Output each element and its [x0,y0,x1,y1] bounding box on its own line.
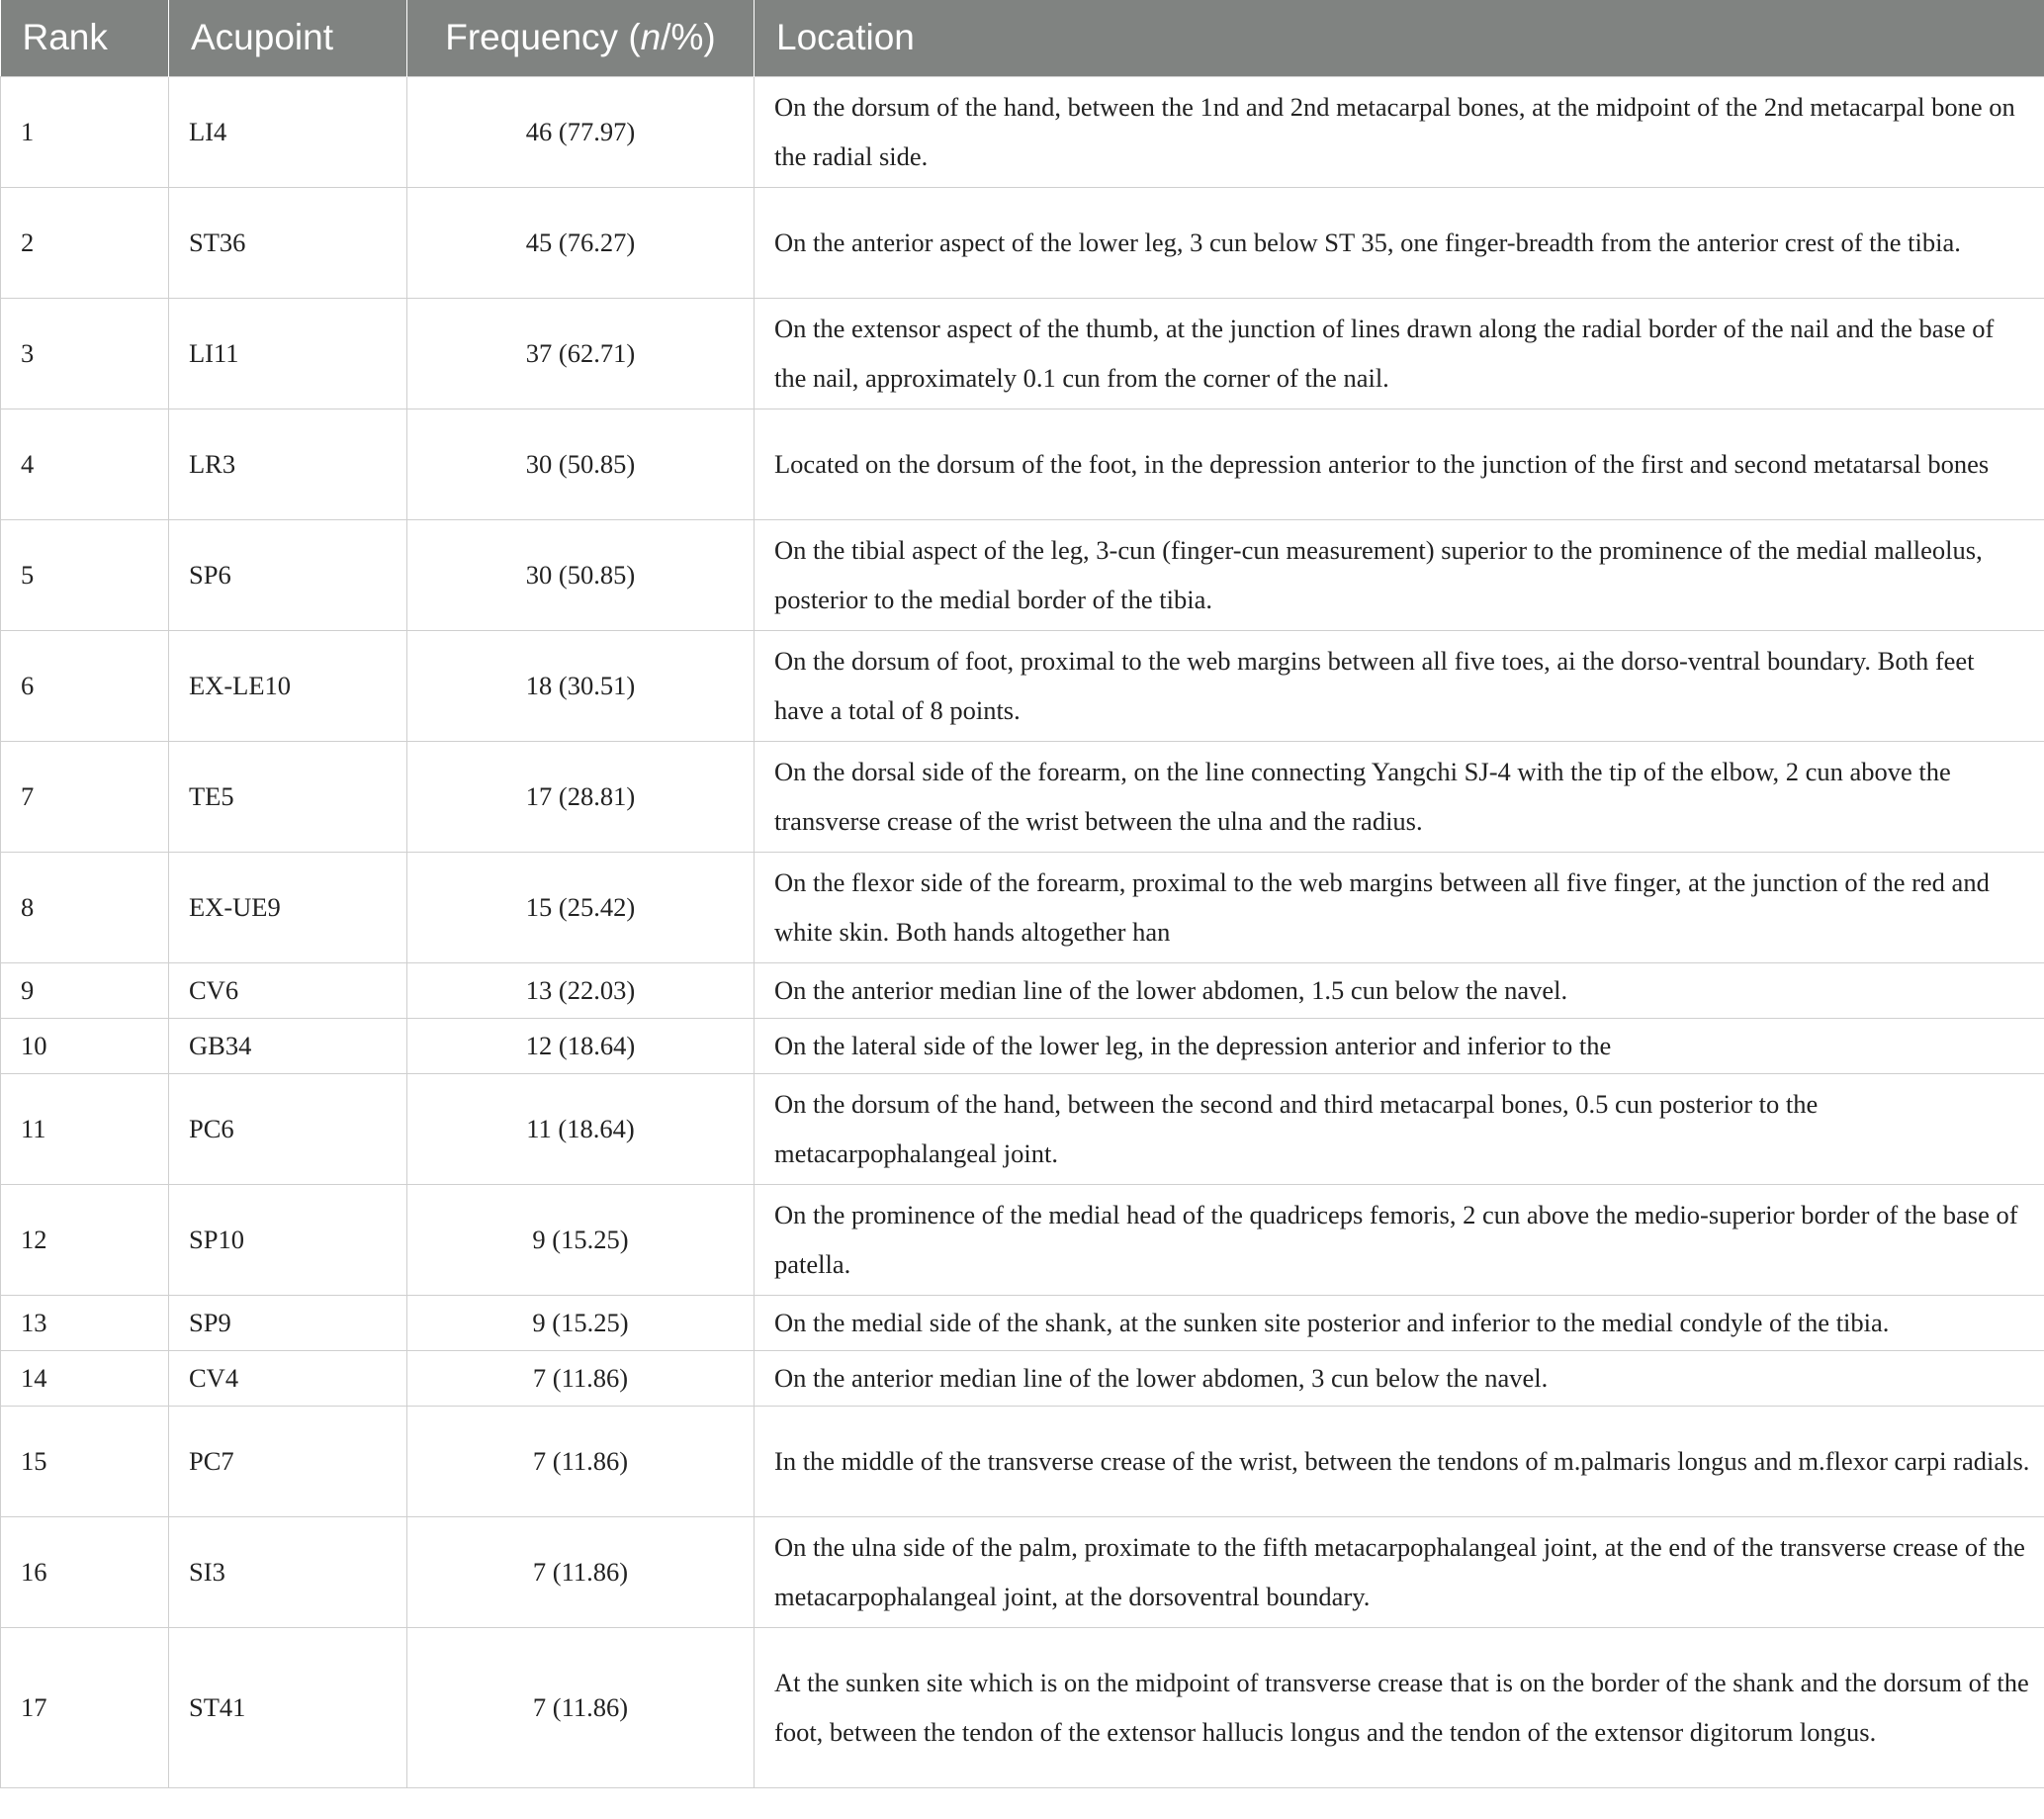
location-cell: On the prominence of the medial head of the quadriceps femoris, 2 cun above the medio-superior border of the base of patella. [755,1184,2044,1295]
location-cell: On the anterior median line of the lower abdomen, 3 cun below the navel. [755,1350,2044,1406]
acupoint-cell: ST36 [169,187,407,298]
location-cell: On the ulna side of the palm, proximate to the fifth metacarpophalangeal joint, at the end of the transverse crease of the metacarpophalangeal joint, at the dorsoventral boundary. [755,1516,2044,1627]
header-frequency-prefix: Frequency ( [445,17,641,58]
acupoint-cell: GB34 [169,1018,407,1073]
rank-cell: 10 [1,1018,169,1073]
rank-cell: 14 [1,1350,169,1406]
rank-cell: 12 [1,1184,169,1295]
acupoint-cell: LI4 [169,76,407,187]
acupoint-cell: PC7 [169,1406,407,1516]
location-cell: On the anterior median line of the lower abdomen, 1.5 cun below the navel. [755,962,2044,1018]
location-cell: On the dorsum of foot, proximal to the web margins between all five toes, ai the dorso-ventral boundary. Both feet have a total of 8 points. [755,630,2044,741]
table-row [1,962,2044,1018]
frequency-cell: 7 (11.86) [407,1406,755,1516]
frequency-cell: 17 (28.81) [407,741,755,852]
acupoint-cell: SP10 [169,1184,407,1295]
table-row [1,741,2044,852]
location-cell: On the tibial aspect of the leg, 3-cun (finger-cun measurement) superior to the prominence of the medial malleolus, posterior to the medial border of the tibia. [755,519,2044,630]
table-row [1,298,2044,409]
frequency-cell: 7 (11.86) [407,1627,755,1787]
table-row [1,630,2044,741]
table-row [1,76,2044,187]
header-row [1,0,2044,76]
frequency-cell: 7 (11.86) [407,1516,755,1627]
table-row [1,1184,2044,1295]
acupoint-cell: PC6 [169,1073,407,1184]
acupoint-cell: TE5 [169,741,407,852]
location-cell: On the flexor side of the forearm, proximal to the web margins between all five finger, at the junction of the red and white skin. Both hands altogether han [755,852,2044,962]
header-frequency-suffix: /%) [661,17,716,58]
frequency-cell: 9 (15.25) [407,1295,755,1350]
table-row [1,187,2044,298]
acupoint-cell: EX-UE9 [169,852,407,962]
rank-cell: 6 [1,630,169,741]
frequency-cell: 30 (50.85) [407,519,755,630]
header-frequency-italic: n [640,17,662,58]
table-row [1,519,2044,630]
location-cell: On the lateral side of the lower leg, in the depression anterior and inferior to the [755,1018,2044,1073]
table-row [1,852,2044,962]
frequency-cell: 12 (18.64) [407,1018,755,1073]
rank-cell: 11 [1,1073,169,1184]
table-body [1,76,2044,1787]
rank-cell: 3 [1,298,169,409]
table-row [1,1295,2044,1350]
header-rank: Rank [22,17,108,58]
table-row [1,1406,2044,1516]
acupoint-cell: ST41 [169,1627,407,1787]
frequency-cell: 7 (11.86) [407,1350,755,1406]
frequency-cell: 9 (15.25) [407,1184,755,1295]
frequency-cell: 15 (25.42) [407,852,755,962]
rank-cell: 9 [1,962,169,1018]
rank-cell: 2 [1,187,169,298]
table-row [1,1018,2044,1073]
acupoint-cell: CV6 [169,962,407,1018]
location-cell: On the dorsum of the hand, between the second and third metacarpal bones, 0.5 cun posterior to the metacarpophalangeal joint. [755,1073,2044,1184]
frequency-cell: 46 (77.97) [407,76,755,187]
acupoint-cell: LI11 [169,298,407,409]
table-row [1,1073,2044,1184]
location-cell: On the dorsum of the hand, between the 1nd and 2nd metacarpal bones, at the midpoint of the 2nd metacarpal bone on the radial side. [755,76,2044,187]
rank-cell: 1 [1,76,169,187]
rank-cell: 17 [1,1627,169,1787]
rank-cell: 15 [1,1406,169,1516]
acupoint-cell: SI3 [169,1516,407,1627]
acupoint-cell: SP6 [169,519,407,630]
rank-cell: 5 [1,519,169,630]
frequency-cell: 45 (76.27) [407,187,755,298]
table-row [1,1627,2044,1787]
location-cell: On the medial side of the shank, at the sunken site posterior and inferior to the medial condyle of the tibia. [755,1295,2044,1350]
header-location: Location [755,0,2044,76]
acupoint-cell: SP9 [169,1295,407,1350]
table-header [1,0,2044,76]
location-cell: In the middle of the transverse crease of the wrist, between the tendons of m.palmaris longus and m.flexor carpi radials. [755,1406,2044,1516]
acupoint-cell: CV4 [169,1350,407,1406]
location-cell: On the extensor aspect of the thumb, at the junction of lines drawn along the radial border of the nail and the base of the nail, approximately 0.1 cun from the corner of the nail. [755,298,2044,409]
rank-cell: 16 [1,1516,169,1627]
location-cell: Located on the dorsum of the foot, in the depression anterior to the junction of the first and second metatarsal bones [755,409,2044,519]
frequency-cell: 18 (30.51) [407,630,755,741]
location-cell: On the dorsal side of the forearm, on the line connecting Yangchi SJ-4 with the tip of the elbow, 2 cun above the transverse crease of the wrist between the ulna and the radius. [755,741,2044,852]
frequency-cell: 30 (50.85) [407,409,755,519]
frequency-cell: 37 (62.71) [407,298,755,409]
rank-cell: 7 [1,741,169,852]
frequency-cell: 13 (22.03) [407,962,755,1018]
rank-cell: 8 [1,852,169,962]
table-row [1,1516,2044,1627]
rank-cell: 4 [1,409,169,519]
acupoint-cell: EX-LE10 [169,630,407,741]
header-frequency [407,0,755,76]
table-row [1,409,2044,519]
table-row [1,1350,2044,1406]
location-cell: On the anterior aspect of the lower leg, 3 cun below ST 35, one finger-breadth from the anterior crest of the tibia. [755,187,2044,298]
header-acupoint: Acupoint [169,0,407,76]
rank-cell: 13 [1,1295,169,1350]
acupoint-cell: LR3 [169,409,407,519]
frequency-cell: 11 (18.64) [407,1073,755,1184]
location-cell: At the sunken site which is on the midpoint of transverse crease that is on the border of the shank and the dorsum of the foot, between the tendon of the extensor hallucis longus and the tendon of the extensor digitorum longus. [755,1627,2044,1787]
